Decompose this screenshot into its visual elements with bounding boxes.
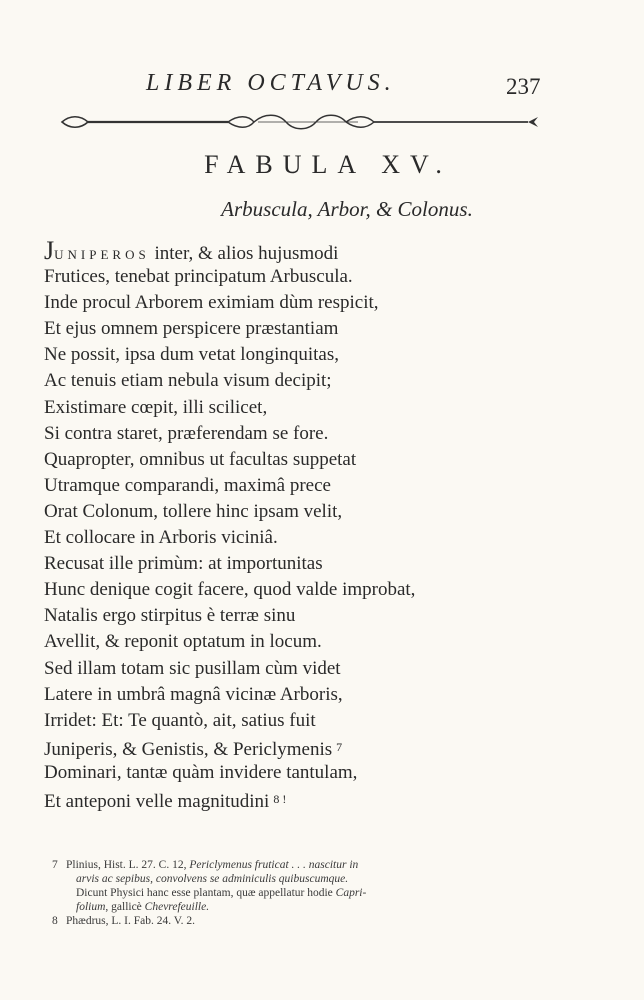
footnote-ref: 8 !	[273, 791, 287, 806]
footnote-term: folium	[76, 901, 106, 913]
footnote-text: Dicunt Physici hanc esse plantam, quæ appellatur hodie	[76, 887, 336, 899]
verse-line: Dominari, tantæ quàm invidere tantulam,	[44, 761, 358, 783]
verse-text: Et anteponi velle magnitudini	[44, 790, 270, 812]
verse-line	[44, 734, 604, 760]
footnote-term: Chevrefeuille.	[144, 901, 210, 913]
verse-line	[44, 786, 604, 812]
footnote-term: Capri-	[335, 887, 367, 899]
verse-line: Inde procul Arborem eximiam dùm respicit,	[44, 292, 379, 314]
verse-list	[44, 238, 604, 812]
footnote-ref: 7	[336, 739, 343, 754]
page-header	[0, 70, 644, 110]
verse-line: Frutices, tenebat principatum Arbuscula.	[44, 266, 353, 288]
verse-line: Ac tenuis etiam nebula visum decipit;	[44, 370, 332, 392]
footnote-text: Phædrus, L. I. Fab. 24. V. 2.	[66, 915, 195, 927]
verse-text: Juniperis, & Genistis, & Periclymenis	[44, 738, 333, 760]
fable-subtitle: Arbuscula, Arbor, & Colonus.	[221, 197, 473, 221]
footnotes	[52, 858, 592, 928]
footnote-text: , gallicè	[105, 901, 145, 913]
verse-line: Recusat ille primùm: at importunitas	[44, 553, 323, 575]
footnote-text: Plinius, Hist. L. 27. C. 12,	[66, 859, 190, 871]
footnote-number: 7	[52, 859, 58, 871]
footnote-7	[52, 858, 592, 872]
drop-initial: J	[44, 236, 55, 265]
verse-line: Utramque comparandi, maximâ prece	[44, 474, 331, 496]
verse-text: inter, & alios hujusmodi	[149, 243, 339, 264]
running-title: LIBER OCTAVUS.	[146, 70, 396, 96]
footnote-8	[52, 914, 592, 928]
verse-line: Irridet: Et: Te quantò, ait, satius fuit	[44, 709, 316, 731]
smallcaps-word: UNIPEROS	[54, 247, 150, 262]
verse-line: Avellit, & reponit optatum in locum.	[44, 631, 322, 653]
fable-title: FABULA XV.	[204, 150, 452, 179]
verse-line: Existimare cœpit, illi scilicet,	[44, 396, 268, 418]
ornament-rule	[58, 113, 542, 131]
verse-line: Et collocare in Arboris viciniâ.	[44, 527, 278, 549]
footnote-line	[52, 900, 592, 914]
verse-line: Latere in umbrâ magnâ vicinæ Arboris,	[44, 683, 343, 705]
footnote-line: arvis ac sepibus, convolvens se adminiculis quibuscumque.	[76, 873, 349, 885]
verse-line: Ne possit, ipsa dum vetat longinquitas,	[44, 344, 340, 366]
verse-line: Quapropter, omnibus ut facultas suppetat	[44, 448, 357, 470]
verse-line: Hunc denique cogit facere, quod valde improbat,	[44, 579, 416, 601]
verse-line: Et ejus omnem perspicere præstantiam	[44, 318, 339, 340]
verse-line: Orat Colonum, tollere hinc ipsam velit,	[44, 500, 343, 522]
footnote-line	[52, 886, 592, 900]
verse-line: Si contra staret, præferendam se fore.	[44, 422, 329, 444]
verse-line: Natalis ergo stirpitus è terræ sinu	[44, 605, 296, 627]
verse-line: Sed illam totam sic pusillam cùm videt	[44, 657, 341, 679]
footnote-quote: Periclymenus fruticat . . . nascitur in	[189, 859, 359, 871]
footnote-number: 8	[52, 915, 58, 927]
page-number: 237	[506, 74, 541, 99]
verse-line	[44, 238, 604, 264]
